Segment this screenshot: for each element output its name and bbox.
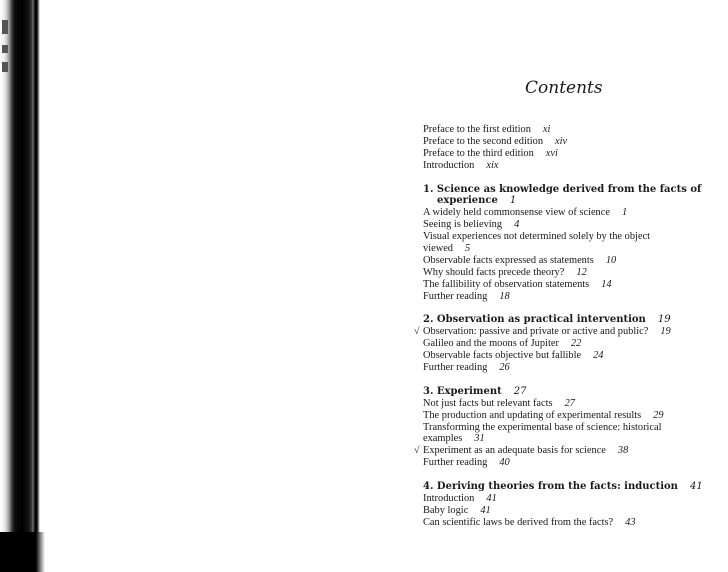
handwritten-check-mark: √ (414, 326, 420, 338)
toc-entry-text: The fallibility of observation statements (423, 278, 590, 290)
toc-page-number: 19 (660, 326, 671, 338)
section-gap (423, 469, 723, 481)
toc-entry (423, 279, 723, 291)
chapter-heading-2 (423, 314, 723, 326)
toc-page-number: 41 (486, 493, 497, 505)
toc-page-number: 18 (499, 290, 510, 302)
chapter-heading-1-continued (423, 195, 723, 207)
toc-entry-preface-second (423, 136, 723, 148)
chapter-heading-text: experience (437, 195, 498, 207)
toc-page-number: 10 (605, 254, 617, 266)
toc-entry-text: Galileo and the moons of Jupiter (423, 338, 559, 350)
toc-entry (423, 410, 723, 422)
book-binding-shadow (0, 0, 40, 572)
toc-page-number: xvi (545, 147, 558, 159)
toc-page-number: 26 (499, 362, 510, 374)
toc-entry-text: Baby logic (423, 504, 469, 516)
toc-page-number: 41 (689, 481, 703, 493)
toc-entry-continued (423, 433, 723, 445)
chapter-heading-text: 2. Observation as practical intervention (423, 314, 646, 326)
toc-page-number: xix (486, 159, 499, 171)
toc-entry (414, 445, 723, 457)
toc-entry-text: Can scientific laws be derived from the facts? (423, 516, 614, 528)
toc-entry (423, 291, 723, 303)
toc-entry (423, 493, 723, 505)
toc-page-number: 31 (474, 433, 485, 445)
toc-entry-text: Seeing is believing (423, 219, 503, 231)
toc-entry-text: Introduction (423, 493, 475, 505)
binding-base-shadow (0, 532, 45, 572)
toc-entry-text: Transforming the experimental base of science: historical (423, 421, 662, 433)
toc-page-number: 43 (625, 516, 636, 528)
toc-entry-text: Observation: passive and private or active and public? (423, 326, 649, 338)
toc-page-number: 12 (576, 266, 587, 278)
toc-page-number: 1 (621, 207, 628, 219)
toc-entry-continued (423, 243, 723, 255)
toc-page-number: xi (542, 124, 551, 135)
toc-page-number: 40 (499, 457, 510, 469)
toc-page-number: xiv (555, 135, 568, 147)
toc-entry (423, 338, 723, 350)
toc-entry (423, 517, 723, 529)
toc-entry (423, 231, 723, 243)
toc-entry (423, 255, 723, 267)
toc-entry-text: Experiment as an adequate basis for science (423, 445, 606, 457)
chapter-heading-1 (423, 184, 723, 196)
toc-entry-text: Further reading (423, 362, 488, 374)
toc-page-number: 27 (564, 397, 575, 409)
toc-entry-text: Introduction (423, 159, 475, 171)
toc-entry (423, 219, 723, 231)
toc-entry-text: Observable facts objective but fallible (423, 350, 582, 362)
toc-page-number: 4 (514, 219, 520, 231)
toc-entry-text: Observable facts expressed as statements (423, 254, 594, 266)
toc-entry (423, 457, 723, 469)
toc-entry (414, 326, 723, 338)
toc-entry-text: Preface to the second edition (423, 135, 544, 147)
toc-entry (423, 398, 723, 410)
toc-page-number: 1 (509, 195, 517, 207)
table-of-contents (414, 124, 723, 529)
toc-page-number: 5 (465, 243, 471, 255)
binding-speck (2, 20, 8, 34)
toc-entry-text: Why should facts precede theory? (423, 266, 565, 278)
chapter-heading-text: 4. Deriving theories from the facts: induction (423, 481, 678, 493)
chapter-heading-4 (423, 481, 723, 493)
toc-entry-text: Visual experiences not determined solely by the object (423, 231, 651, 243)
section-gap (423, 172, 723, 184)
toc-entry (423, 505, 723, 517)
toc-entry-text: Further reading (423, 457, 488, 469)
toc-page-number: 29 (653, 409, 664, 421)
toc-entry-text: Not just facts but relevant facts (423, 397, 553, 409)
toc-entry (423, 267, 723, 279)
toc-entry-text: examples (423, 433, 463, 445)
toc-page-number: 27 (513, 385, 527, 397)
toc-entry-introduction (423, 160, 723, 172)
page-title: Contents (525, 78, 603, 98)
toc-entry-text: Further reading (423, 290, 488, 302)
toc-entry-preface-first (423, 124, 723, 136)
binding-speck (2, 62, 8, 72)
handwritten-check-mark: √ (414, 445, 420, 457)
toc-entry-text: A widely held commonsense view of science (423, 207, 610, 219)
binding-speck (2, 45, 8, 53)
toc-page-number: 24 (593, 350, 604, 362)
chapter-heading-text: 3. Experiment (423, 385, 502, 397)
toc-entry (423, 362, 723, 374)
toc-entry (423, 350, 723, 362)
toc-page-number: 38 (617, 445, 629, 457)
toc-page-number: 14 (601, 278, 612, 290)
toc-entry-text: Preface to the first edition (423, 124, 531, 135)
toc-entry (423, 207, 723, 219)
toc-page-number: 41 (480, 504, 491, 516)
chapter-heading-text: 1. Science as knowledge derived from the facts of (423, 183, 702, 195)
section-gap (423, 302, 723, 314)
chapter-heading-3 (423, 386, 723, 398)
section-gap (423, 374, 723, 386)
toc-entry (423, 422, 723, 434)
toc-entry-text: Preface to the third edition (423, 147, 534, 159)
toc-entry-text: viewed (423, 243, 454, 255)
toc-page-number: 22 (570, 338, 582, 350)
toc-entry-text: The production and updating of experimental results (423, 409, 642, 421)
toc-page-number: 19 (657, 314, 671, 326)
toc-entry-preface-third (423, 148, 723, 160)
